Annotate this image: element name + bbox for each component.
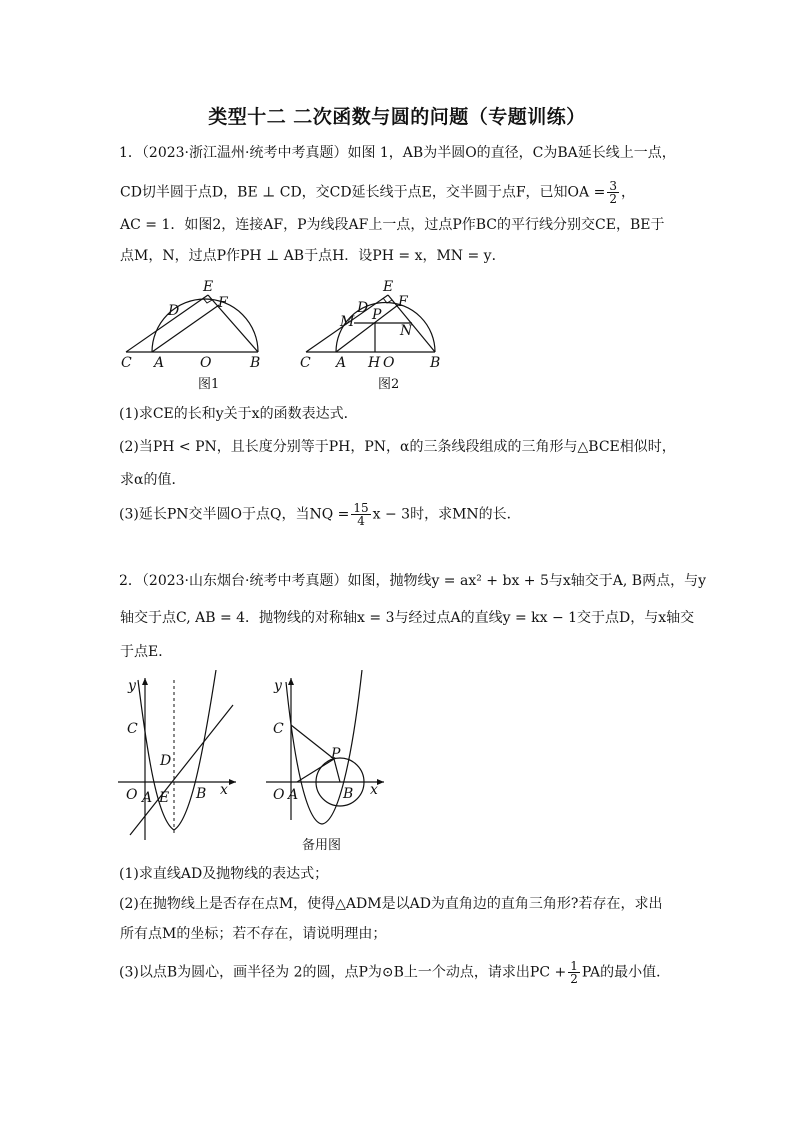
fraction-15-over-4 bbox=[351, 502, 370, 527]
label-e: E bbox=[383, 279, 394, 295]
problem-2-question-2a: (2)在抛物线上是否存在点M，使得△ADM是以AD为直角边的直角三角形?若存在，求出 bbox=[119, 896, 663, 912]
label-d: D bbox=[160, 753, 172, 769]
label-o: O bbox=[273, 787, 285, 803]
label-b: B bbox=[343, 786, 354, 802]
problem-2-source: （2023·山东烟台·统考中考真题） bbox=[141, 573, 348, 589]
label-c: C bbox=[300, 355, 311, 371]
problem-1-line-4: 点M，N，过点P作PH ⊥ AB于点H．设PH = x，MN = y． bbox=[120, 248, 506, 264]
label-b: B bbox=[196, 786, 207, 802]
problem-1-text-2a: CD切半圆于点D，BE ⊥ CD，交CD延长线于点E，交半圆于点F，已知OA = bbox=[120, 184, 606, 201]
problem-1-text-2b: ， bbox=[620, 184, 635, 201]
figure-1-semicircle bbox=[110, 275, 280, 393]
label-x: x bbox=[220, 782, 228, 798]
label-o: O bbox=[383, 355, 395, 371]
figure-4-spare bbox=[266, 670, 396, 860]
label-d: D bbox=[168, 303, 180, 319]
figure-2-caption: 图2 bbox=[378, 377, 400, 392]
label-m: M bbox=[340, 314, 355, 330]
label-b: B bbox=[430, 355, 441, 371]
fraction-1-over-2 bbox=[568, 960, 580, 985]
label-y: y bbox=[128, 678, 136, 694]
label-h: H bbox=[368, 355, 381, 371]
parabola-curve bbox=[138, 670, 216, 830]
page-title: 类型十二 二次函数与圆的问题（专题训练） bbox=[208, 106, 586, 128]
y-axis-arrow bbox=[142, 678, 148, 685]
label-o: O bbox=[200, 355, 212, 371]
label-a: A bbox=[336, 355, 347, 371]
fraction-numerator: 1 bbox=[570, 959, 578, 973]
problem-1-line-3: AC = 1．如图2，连接AF，P为线段AF上一点，过点P作BC的平行线分别交CE，BE于 bbox=[120, 217, 665, 233]
label-c: C bbox=[127, 721, 138, 737]
problem-2-line-2: 轴交于点C, AB = 4．抛物线的对称轴x = 3与经过点A的直线y = kx − 1交于点D，与x轴交 bbox=[120, 610, 695, 626]
problem-1-question-2b: 求α的值． bbox=[120, 472, 186, 488]
problem-2-line-3: 于点E． bbox=[120, 644, 173, 660]
label-e: E bbox=[203, 279, 214, 295]
problem-1-line-2 bbox=[120, 180, 635, 205]
problem-1-question-2a: (2)当PH < PN，且长度分别等于PH，PN，α的三条线段组成的三角形与△BCE相似时， bbox=[119, 439, 676, 455]
label-a: A bbox=[142, 790, 153, 806]
line-pb bbox=[334, 759, 340, 782]
label-d: D bbox=[357, 300, 369, 316]
label-b: B bbox=[250, 355, 261, 371]
figure-3-parabola bbox=[118, 670, 248, 840]
label-f: F bbox=[398, 294, 408, 310]
problem-1-question-3a: (3)延长PN交半圆O于点Q，当NQ = bbox=[119, 506, 350, 523]
label-a: A bbox=[288, 787, 299, 803]
problem-2-question-2b: 所有点M的坐标；若不存在，请说明理由； bbox=[120, 926, 387, 942]
problem-2-question-3b: PA的最小值． bbox=[581, 964, 671, 981]
problem-2-question-3a: (3)以点B为圆心，画半径为 2的圆，点P为⊙B上一个动点，请求出PC + bbox=[119, 964, 567, 981]
x-axis-arrow bbox=[229, 779, 236, 785]
x-axis-arrow bbox=[377, 779, 384, 785]
label-x: x bbox=[370, 782, 378, 798]
problem-2-number: 2． bbox=[119, 573, 142, 589]
figure-4-caption: 备用图 bbox=[302, 838, 342, 853]
fraction-denominator: 4 bbox=[357, 514, 365, 528]
label-c: C bbox=[273, 721, 284, 737]
figure-1-caption: 图1 bbox=[198, 377, 220, 392]
label-f: F bbox=[218, 295, 228, 311]
problem-1-question-1: (1)求CE的长和y关于x的函数表达式． bbox=[119, 406, 358, 422]
problem-1-line-1 bbox=[119, 143, 676, 163]
label-p: P bbox=[372, 307, 382, 323]
fraction-3-over-2 bbox=[607, 180, 619, 205]
problem-1-source: （2023·浙江温州·统考中考真题） bbox=[141, 145, 348, 161]
problem-1-question-3 bbox=[119, 502, 521, 527]
label-y: y bbox=[274, 678, 282, 694]
label-c: C bbox=[121, 355, 132, 371]
label-o: O bbox=[126, 787, 138, 803]
label-n: N bbox=[400, 323, 413, 339]
label-p: P bbox=[331, 746, 341, 762]
problem-1-number: 1． bbox=[119, 145, 142, 161]
problem-1-text-1: 如图 1，AB为半圆O的直径，C为BA延长线上一点， bbox=[347, 145, 676, 161]
problem-1-question-3b: x − 3时，求MN的长． bbox=[372, 506, 521, 523]
figure-2-semicircle bbox=[290, 275, 450, 393]
label-e: E bbox=[159, 790, 170, 806]
label-a: A bbox=[154, 355, 165, 371]
line-ce bbox=[126, 295, 208, 352]
line-af bbox=[152, 305, 219, 352]
problem-2-line-1 bbox=[119, 571, 706, 591]
line-ap bbox=[297, 759, 334, 782]
problem-2-question-3 bbox=[119, 960, 670, 985]
line-cp bbox=[291, 725, 334, 759]
y-axis-arrow bbox=[288, 678, 294, 685]
fraction-numerator: 15 bbox=[353, 501, 369, 515]
problem-2-text-1: 如图，抛物线y = ax² + bx + 5与x轴交于A, B两点，与y bbox=[347, 573, 706, 589]
fraction-denominator: 2 bbox=[609, 192, 617, 206]
problem-2-question-1: (1)求直线AD及抛物线的表达式； bbox=[119, 866, 329, 882]
fraction-denominator: 2 bbox=[570, 972, 578, 986]
fraction-numerator: 3 bbox=[609, 179, 617, 193]
